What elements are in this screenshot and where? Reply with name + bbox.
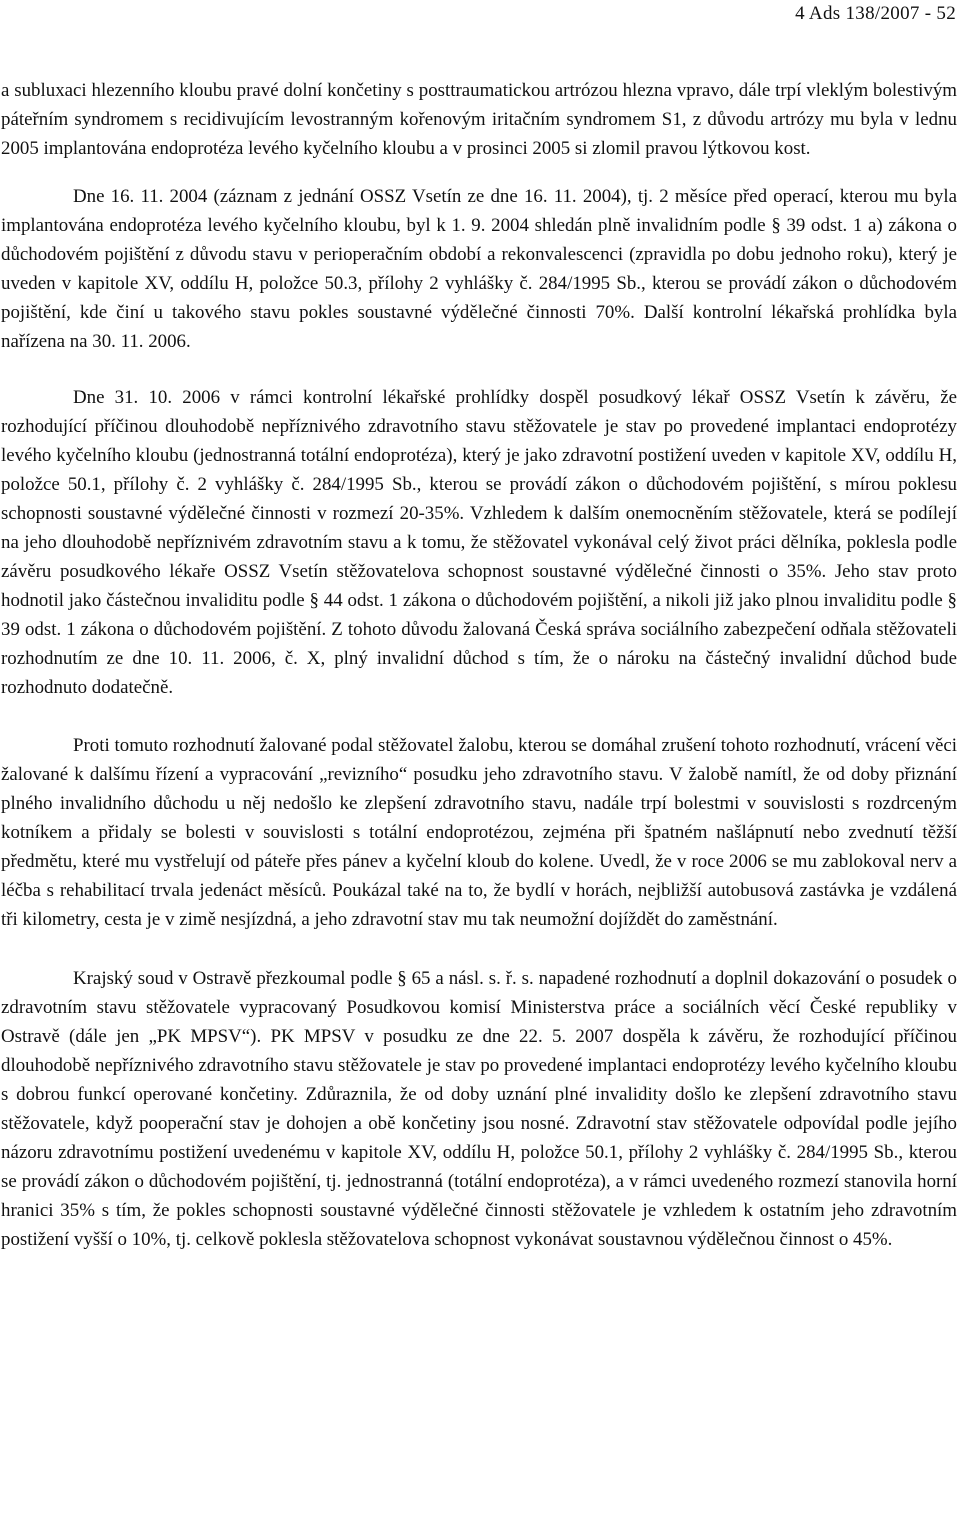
paragraph-control-examination: Dne 31. 10. 2006 v rámci kontrolní lékařské prohlídky dospěl posudkový lékař OSSZ Vsetín k závěru, že rozhodující příčinou dlouhodobě nepříznivého zdravotního stavu stěžovatele je stav po provedené implantaci endoprotézy levého kyčelního kloubu (jednostranná totální endoprotéza), který je jako zdravotní postižení uveden v kapitole XV, oddílu H, položce 50.1, přílohy č. 2 vyhlášky č. 284/1995 Sb., kterou se provádí zákon o důchodovém pojištění, s mírou poklesu schopnosti soustavné výdělečné činnosti v rozmezí 20-35%. Vzhledem k dalším onemocněním stěžovatele, která se podílejí na jeho dlouhodobě nepříznivém zdravotním stavu a k tomu, že stěžovatel vykonával celý život práci dělníka, poklesla podle závěru posudkového lékaře OSSZ Vsetín stěžovatelova schopnost soustavné výdělečné činnosti o 35%. Jeho stav proto hodnotil jako částečnou invaliditu podle § 44 odst. 1 zákona o důchodovém pojištění, a nikoli již jako plnou invaliditu podle § 39 odst. 1 zákona o důchodovém pojištění. Z tohoto důvodu žalovaná Česká správa sociálního zabezpečení odňala stěžovateli rozhodnutím ze dne 10. 11. 2006, č. X, plný invalidní důchod s tím, že o nároku na částečný invalidní důchod bude rozhodnuto dodatečně.	[1, 387, 957, 698]
case-reference-header: 4 Ads 138/2007 - 52	[795, 3, 956, 24]
paragraph-ossz-record: Dne 16. 11. 2004 (záznam z jednání OSSZ Vsetín ze dne 16. 11. 2004), tj. 2 měsíce před operací, kterou mu byla implantována endoprotéza levého kyčelního kloubu, byl k 1. 9. 2004 shledán plně invalidním podle § 39 odst. 1 a) zákona o důchodovém pojištění z důvodu stavu v perioperačním období a rekonvalescenci (zpravidla po dobu jednoho roku), který je uveden v kapitole XV, oddílu H, položce 50.3, přílohy 2 vyhlášky č. 284/1995 Sb., kterou se provádí zákon o důchodovém pojištění, kde činí u takového stavu pokles soustavné výdělečné činnosti 70%. Další kontrolní lékařská prohlídka byla nařízena na 30. 11. 2006.	[1, 186, 957, 352]
paragraph-regional-court: Krajský soud v Ostravě přezkoumal podle § 65 a násl. s. ř. s. napadené rozhodnutí a doplnil dokazování o posudek o zdravotním stavu stěžovatele vypracovaný Posudkovou komisí Ministerstva práce a sociálních věcí České republiky v Ostravě (dále jen „PK MPSV“). PK MPSV v posudku ze dne 22. 5. 2007 dospěla k závěru, že rozhodující příčinou dlouhodobě nepříznivého zdravotního stavu stěžovatele je stav po provedené implantaci endoprotézy levého kyčelního kloubu s dobrou funkcí operované končetiny. Zdůraznila, že od doby uznání plné invalidity došlo ke zlepšení zdravotního stavu stěžovatele, když pooperační stav je dohojen a obě končetiny jsou nosné. Zdravotní stav stěžovatele odpovídal podle jejího názoru zdravotnímu postižení uvedenému v kapitole XV, oddílu H, položce 50.1, přílohy 2 vyhlášky č. 284/1995 Sb., kterou se provádí zákon o důchodovém pojištění, tj. jednostranná (totální endoprotéza), a v rámci uvedeného rozmezí stanovila horní hranici 35% s tím, že pokles schopnosti soustavné výdělečné činnosti stěžovatele je vzhledem k ostatním jeho zdravotním postižení vyšší o 10%, tj. celkově poklesla stěžovatelova schopnost vykonávat soustavnou výdělečnou činnost o 45%.	[1, 968, 957, 1250]
paragraph-continuation: a subluxaci hlezenního kloubu pravé dolní končetiny s posttraumatickou artrózou hlezna vpravo, dále trpí vleklým bolestivým páteřním syndromem s recidivujícím levostranným kořenovým iritačním syndromem S1, z důvodu artrózy mu byla v lednu 2005 implantována endoprotéza levého kyčelního kloubu a v prosinci 2005 si zlomil pravou lýtkovou kost.	[1, 80, 957, 159]
document-body	[1, 76, 957, 1254]
paragraph-lawsuit: Proti tomuto rozhodnutí žalované podal stěžovatel žalobu, kterou se domáhal zrušení tohoto rozhodnutí, vrácení věci žalované k dalšímu řízení a vypracování „revizního“ posudku jeho zdravotního stavu. V žalobě namítl, že od doby přiznání plného invalidního důchodu u něj nedošlo ke zlepšení zdravotního stavu, nadále trpí bolestmi v souvislosti s rozdrceným kotníkem a přidaly se bolesti v souvislosti s totální endoprotézou, zejména při špatném našlápnutí nebo zvednutí těžší předmětu, které mu vystřelují od páteře přes pánev a kyčelní kloub do kolene. Uvedl, že v roce 2006 se mu zablokoval nerv a léčba s rehabilitací trvala jedenáct měsíců. Poukázal také na to, že bydlí v horách, nejbližší autobusová zastávka je vzdálená tři kilometry, cesta je v zimě nesjízdná, a jeho zdravotní stav mu tak neumožní dojíždět do zaměstnání.	[1, 735, 957, 930]
